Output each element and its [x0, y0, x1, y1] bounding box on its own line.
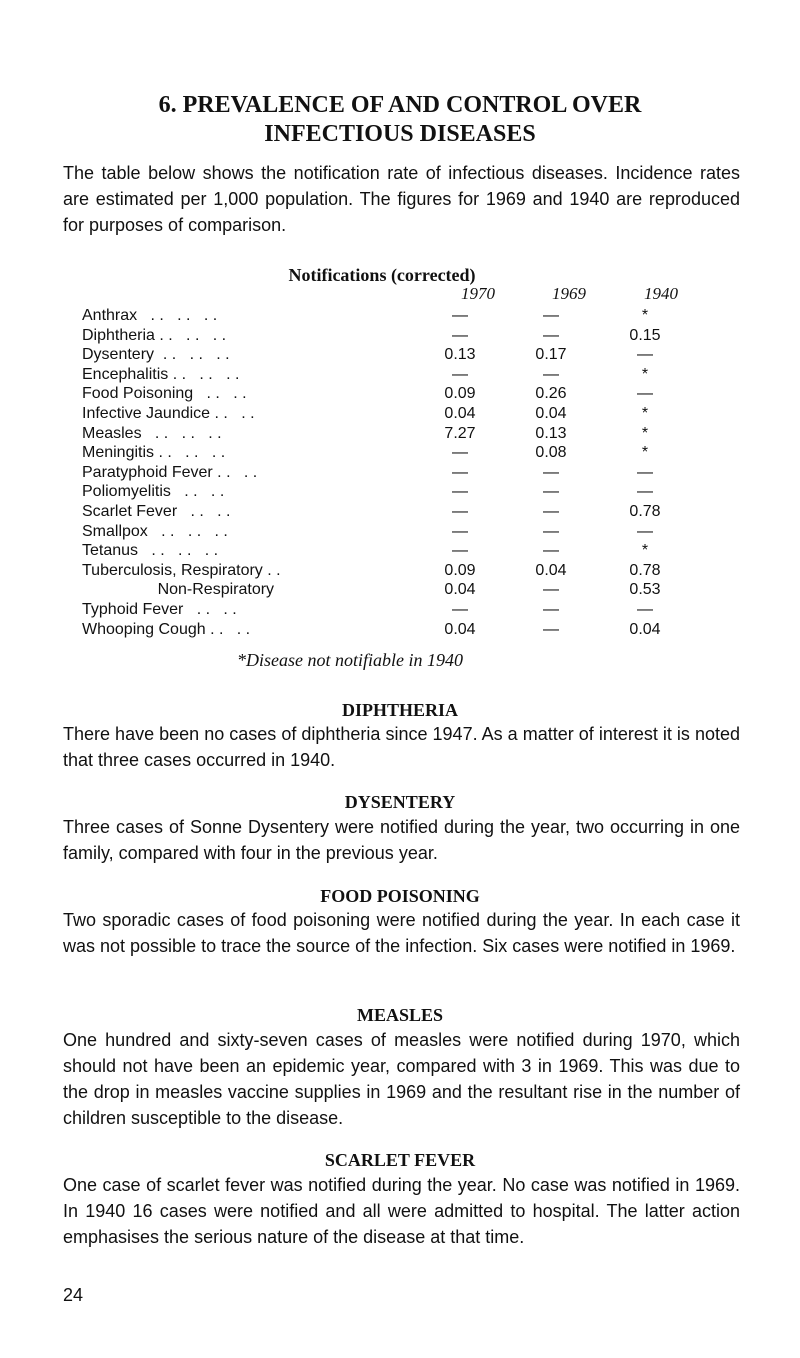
cell-1940: * — [641, 307, 649, 324]
cell-1969: — — [543, 307, 559, 324]
row-label: Tuberculosis, Respiratory . . — [82, 561, 281, 579]
cell-1970: — — [452, 483, 468, 501]
cell-1969: 0.04 — [535, 405, 567, 422]
row-label: Paratyphoid Fever . . . . — [82, 463, 258, 481]
cell-1970: — — [452, 503, 468, 520]
section-heading-food-poisoning: FOOD POISONING — [320, 886, 480, 906]
cell-1970: — — [452, 522, 468, 540]
cell-1970: 0.13 — [444, 346, 476, 364]
cell-1969: — — [543, 503, 559, 520]
row-label: Encephalitis . . . . . . — [82, 365, 240, 383]
cell-1940: * — [641, 424, 649, 442]
cell-1969: — — [543, 601, 559, 618]
table-row — [82, 619, 682, 641]
cell-1940: * — [641, 542, 649, 560]
intro-paragraph: The table below shows the notification rate of infectious diseases. Incidence rates are estimated per 1,000 population. The figures for 1969 and 1940 are reproduced for purposes of comparison. — [63, 163, 740, 235]
cell-1970: — — [452, 307, 468, 324]
page-title-line-1: 6. PREVALENCE OF AND CONTROL OVER — [158, 92, 642, 118]
row-label: Scarlet Fever . . . . — [82, 503, 231, 520]
cell-1969: — — [543, 326, 559, 344]
row-label: Food Poisoning . . . . — [82, 385, 247, 403]
cell-1969: — — [543, 365, 559, 383]
cell-1969: 0.04 — [535, 561, 567, 579]
cell-1940: 0.53 — [629, 581, 661, 599]
row-label: Meningitis . . . . . . — [82, 444, 226, 462]
row-label: Smallpox . . . . . . — [82, 522, 228, 540]
row-label: Diphtheria . . . . . . — [82, 326, 227, 344]
section-text-measles: One hundred and sixty-seven cases of measles were notified during 1970, which should not have been an epidemic year, compared with 3 in 1969. This was due to the drop in measles vaccine supplies in 1969 and the resultant rise in the number of children susceptible to the disease. — [63, 1030, 740, 1128]
cell-1940: — — [637, 483, 653, 501]
row-label: Non-Respiratory — [82, 581, 275, 599]
section-heading-measles: MEASLES — [356, 1005, 444, 1025]
row-label: Whooping Cough . . . . — [82, 620, 251, 638]
cell-1970: — — [452, 601, 468, 618]
cell-1969: — — [543, 483, 559, 501]
cell-1969: 0.17 — [535, 346, 567, 364]
table-title: Notifications (corrected) — [288, 265, 476, 285]
section-text-dysentery: Three cases of Sonne Dysentery were notified during the year, two occurring in one family, compared with four in the previous year. — [63, 817, 740, 863]
cell-1969: 0.13 — [535, 424, 567, 442]
cell-1940: — — [637, 601, 653, 618]
row-label: Anthrax . . . . . . — [82, 307, 218, 324]
row-label: Dysentery . . . . . . — [82, 346, 230, 364]
section-text-diphtheria: There have been no cases of diphtheria since 1947. As a matter of interest it is noted that three cases occurred in 1940. — [63, 724, 740, 770]
cell-1940: * — [641, 405, 649, 422]
column-header-1940: 1940 — [644, 284, 678, 303]
cell-1969: — — [543, 620, 559, 638]
cell-1970: — — [452, 444, 468, 462]
row-label: Tetanus . . . . . . — [82, 542, 219, 560]
cell-1969: 0.26 — [535, 385, 567, 403]
cell-1970: — — [452, 542, 468, 560]
section-heading-diphtheria: DIPHTHERIA — [341, 700, 458, 720]
cell-1970: 0.04 — [444, 581, 476, 599]
row-label: Measles . . . . . . — [82, 424, 222, 442]
page-title-line-2: INFECTIOUS DISEASES — [264, 121, 536, 147]
page-number: 24 — [63, 1285, 84, 1305]
cell-1970: — — [452, 365, 468, 383]
section-text-food-poisoning: Two sporadic cases of food poisoning were notified during the year. In each case it was not possible to trace the source of the infection. Six cases were notified in 1969. — [63, 910, 740, 956]
cell-1970: 0.04 — [444, 405, 476, 422]
cell-1940: — — [637, 463, 653, 481]
cell-1970: 0.09 — [444, 561, 476, 579]
cell-1940: — — [637, 385, 653, 403]
cell-1970: 0.09 — [444, 385, 476, 403]
cell-1969: — — [543, 542, 559, 560]
column-header-1969: 1969 — [552, 284, 586, 303]
cell-1940: 0.04 — [629, 620, 661, 638]
cell-1940: 0.78 — [629, 503, 661, 520]
cell-1970: 7.27 — [444, 424, 476, 442]
section-text-scarlet-fever: One case of scarlet fever was notified during the year. No case was notified in 1969. In 1940 16 cases were notified and all were admitted to hospital. The latter action emphasises the serious nature of the disease at that time. — [63, 1175, 740, 1247]
table-footnote: *Disease not notifiable in 1940 — [237, 650, 463, 670]
cell-1970: — — [452, 463, 468, 481]
section-heading-dysentery: DYSENTERY — [344, 792, 456, 812]
cell-1970: 0.04 — [444, 620, 476, 638]
cell-1940: — — [637, 346, 653, 364]
cell-1969: — — [543, 522, 559, 540]
section-heading-scarlet-fever: SCARLET FEVER — [324, 1150, 476, 1170]
row-label: Poliomyelitis . . . . — [82, 483, 225, 501]
cell-1969: — — [543, 581, 559, 599]
cell-1969: 0.08 — [535, 444, 567, 462]
cell-1940: * — [641, 365, 649, 383]
cell-1940: * — [641, 444, 649, 462]
row-label: Infective Jaundice . . . . — [82, 405, 255, 422]
row-label: Typhoid Fever . . . . — [82, 601, 237, 618]
cell-1940: 0.15 — [629, 326, 661, 344]
cell-1969: — — [543, 463, 559, 481]
cell-1940: — — [637, 522, 653, 540]
cell-1940: 0.78 — [629, 561, 661, 579]
column-header-1970: 1970 — [461, 284, 495, 303]
cell-1970: — — [452, 326, 468, 344]
